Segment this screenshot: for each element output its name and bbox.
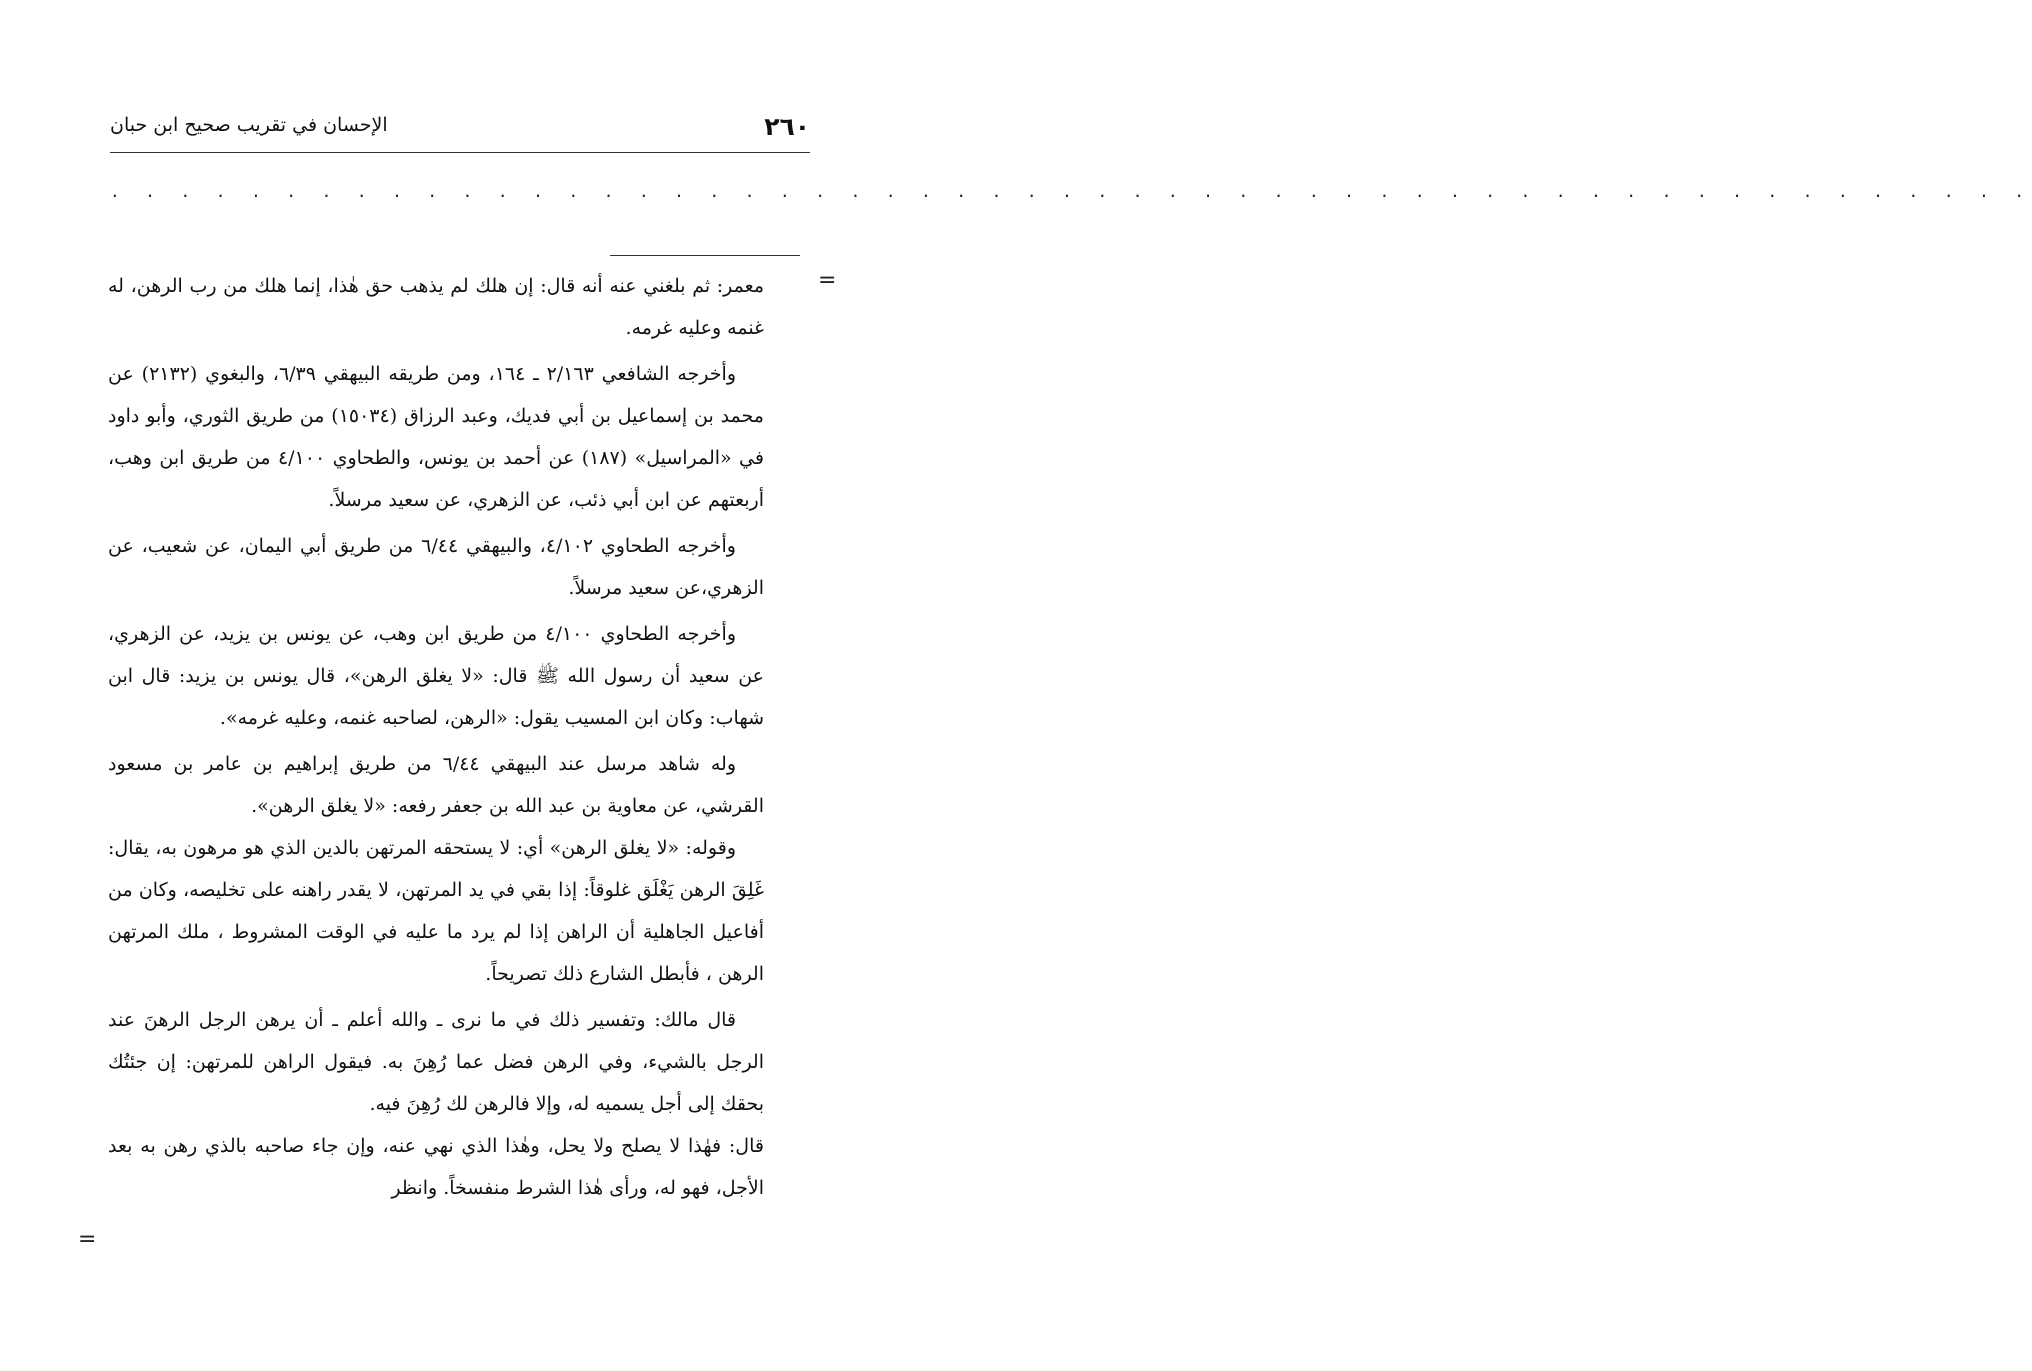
page-number: ٢٦٠	[764, 112, 810, 141]
paragraph-6: وقوله: «لا يغلق الرهن» أي: لا يستحقه المرتهن بالدين الذي هو مرهون به، يقال: غَلِقَ الرهن يَغْلَق غلوقاً: إذا بقي في يد المرتهن، لا يقدر راهنه على تخليصه، وكان من أفاعيل الجاهلية أن الراهن إذا لم يرد ما عليه في الوقت المشروط ، ملك المرتهن الرهن ، فأبطل الشارع ذلك تصريحاً.	[108, 837, 764, 985]
paragraph-5: وله شاهد مرسل عند البيهقي ٦/٤٤ من طريق إبراهيم بن عامر بن مسعود القرشي، عن معاوية بن عبد الله بن جعفر رفعه: «لا يغلق الرهن».	[108, 753, 764, 817]
running-title: الإحسان في تقريب صحيح ابن حبان	[110, 114, 388, 136]
dotted-separator: . . . . . . . . . . . . . . . . . . . . . . . . . . . . . . . . . . . . . . . . . . . . . . . . . . . . . . .	[110, 182, 2032, 201]
header-rule	[110, 152, 810, 153]
continuation-mark-top: =	[818, 268, 837, 293]
footnote-rule	[610, 255, 800, 256]
paragraph-8: قال: فهٰذا لا يصلح ولا يحل، وهٰذا الذي نهي عنه، وإن جاء صاحبه بالذي رهن به بعد الأجل، فهو له، ورأى هٰذا الشرط منفسخاً. وانظر	[108, 1135, 764, 1199]
continuation-mark-bottom: =	[78, 1227, 97, 1252]
paragraph-4: وأخرجه الطحاوي ٤/١٠٠ من طريق ابن وهب، عن يونس بن يزيد، عن الزهري، عن سعيد أن رسول الله ﷺ قال: «لا يغلق الرهن»، قال يونس بن يزيد: قال ابن شهاب: وكان ابن المسيب يقول: «الرهن، لصاحبه غنمه، وعليه غرمه».	[108, 623, 764, 729]
paragraph-3: وأخرجه الطحاوي ٤/١٠٢، والبيهقي ٦/٤٤ من طريق أبي اليمان، عن شعيب، عن الزهري،عن سعيد مرسلاً.	[108, 535, 764, 599]
footnote-body	[108, 265, 764, 1209]
paragraph-7: قال مالك: وتفسير ذلك في ما نرى ـ والله أعلم ـ أن يرهن الرجل الرهنَ عند الرجل بالشيء، وفي الرهن فضل عما رُهِنَ به. فيقول الراهن للمرتهن: إن جئتُك بحقك إلى أجل يسميه له، وإلا فالرهن لك رُهِنَ فيه.	[108, 1009, 764, 1115]
paragraph-1: معمر: ثم بلغني عنه أنه قال: إن هلك لم يذهب حق هٰذا، إنما هلك من رب الرهن، له غنمه وعليه غرمه.	[108, 275, 764, 339]
page-header	[110, 112, 810, 148]
paragraph-2: وأخرجه الشافعي ٢/١٦٣ ـ ١٦٤، ومن طريقه البيهقي ٦/٣٩، والبغوي (٢١٣٢) عن محمد بن إسماعيل بن أبي فديك، وعبد الرزاق (١٥٠٣٤) من طريق الثوري، وأبو داود في «المراسيل» (١٨٧) عن أحمد بن يونس، والطحاوي ٤/١٠٠ من طريق ابن وهب، أربعتهم عن ابن أبي ذئب، عن الزهري، عن سعيد مرسلاً.	[108, 363, 764, 511]
